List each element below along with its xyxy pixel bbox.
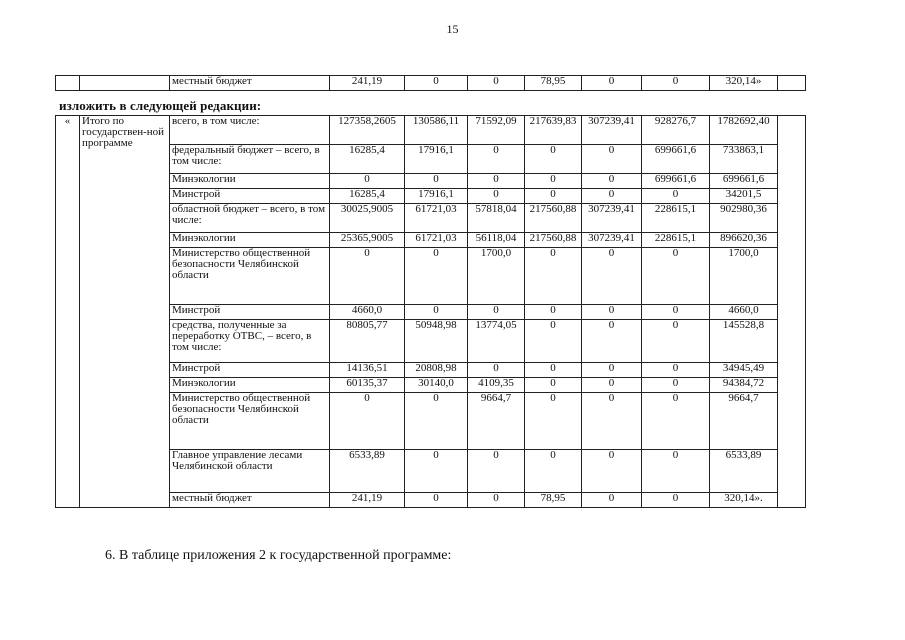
value-cell: 16285,4	[330, 145, 405, 174]
row-label: Министерство общественной безопасности Челябинской области	[170, 248, 330, 305]
value-cell: 6533,89	[710, 450, 778, 493]
value-cell: 699661,6	[710, 174, 778, 189]
value-cell: 0	[468, 145, 525, 174]
value-cell: 25365,9005	[330, 233, 405, 248]
value-cell: 4109,35	[468, 378, 525, 393]
value-cell: 30140,0	[405, 378, 468, 393]
value-cell: 17916,1	[405, 189, 468, 204]
value-cell: 0	[642, 305, 710, 320]
value-cell: 0	[405, 393, 468, 450]
value-cell: 217560,88	[525, 233, 582, 248]
value-cell: 0	[468, 174, 525, 189]
value-cell: 0	[582, 145, 642, 174]
value-cell: 0	[525, 320, 582, 363]
value-cell: 0	[582, 320, 642, 363]
value-cell: 9664,7	[710, 393, 778, 450]
row-label: областной бюджет – всего, в том числе:	[170, 204, 330, 233]
value-cell: 0	[330, 393, 405, 450]
value-cell: 20808,98	[405, 363, 468, 378]
value-cell: 217639,83	[525, 116, 582, 145]
value-cell: 0	[330, 174, 405, 189]
value-cell: 0	[525, 174, 582, 189]
value-cell: 57818,04	[468, 204, 525, 233]
value-cell: 71592,09	[468, 116, 525, 145]
program-funding-table	[55, 115, 806, 508]
value-cell: 17916,1	[405, 145, 468, 174]
value-cell: 0	[642, 189, 710, 204]
value-cell: 0	[642, 248, 710, 305]
value-cell: 0	[525, 305, 582, 320]
value-cell: 0	[405, 305, 468, 320]
value-cell: 130586,11	[405, 116, 468, 145]
value-cell: 0	[642, 320, 710, 363]
quote-mark: «	[56, 116, 80, 508]
value-cell: 56118,04	[468, 233, 525, 248]
instruction-phrase: изложить в следующей редакции:	[59, 98, 262, 113]
row-label: средства, полученные за переработку ОТВС, – всего, в том числе:	[170, 320, 330, 363]
value-cell: 34945,49	[710, 363, 778, 378]
closing-paragraph: 6. В таблице приложения 2 к государственной программе:	[105, 548, 452, 563]
value-cell: 0	[468, 493, 525, 508]
value-cell: 0	[525, 450, 582, 493]
value-cell: 14136,51	[330, 363, 405, 378]
value-cell: 902980,36	[710, 204, 778, 233]
value-cell: 0	[405, 450, 468, 493]
value-cell: 1700,0	[710, 248, 778, 305]
value-cell: 0	[525, 363, 582, 378]
value-cell: 0	[582, 76, 642, 91]
value-cell: 241,19	[330, 493, 405, 508]
value-cell: 61721,03	[405, 233, 468, 248]
value-cell: 80805,77	[330, 320, 405, 363]
value-cell: 241,19	[330, 76, 405, 91]
value-cell: 0	[642, 363, 710, 378]
value-cell: 6533,89	[330, 450, 405, 493]
value-cell: 34201,5	[710, 189, 778, 204]
value-cell: 0	[642, 76, 710, 91]
value-cell: 0	[468, 76, 525, 91]
value-cell: 4660,0	[710, 305, 778, 320]
value-cell: 0	[582, 174, 642, 189]
page-number: 15	[446, 22, 459, 36]
value-cell: 16285,4	[330, 189, 405, 204]
value-cell: 0	[642, 393, 710, 450]
value-cell: 217560,88	[525, 204, 582, 233]
value-cell: 0	[330, 248, 405, 305]
value-cell: 0	[582, 363, 642, 378]
row-label: местный бюджет	[170, 493, 330, 508]
value-cell: 0	[405, 248, 468, 305]
row-label: федеральный бюджет – всего, в том числе:	[170, 145, 330, 174]
value-cell: 0	[405, 76, 468, 91]
value-cell: 78,95	[525, 76, 582, 91]
row-label: Министерство общественной безопасности Челябинской области	[170, 393, 330, 450]
value-cell: 4660,0	[330, 305, 405, 320]
row-label: Главное управление лесами Челябинской области	[170, 450, 330, 493]
row-label: Минстрой	[170, 363, 330, 378]
value-cell: 1782692,40	[710, 116, 778, 145]
value-cell: 0	[582, 378, 642, 393]
value-cell: 0	[582, 189, 642, 204]
value-cell: 127358,2605	[330, 116, 405, 145]
value-cell: 50948,98	[405, 320, 468, 363]
value-cell: 0	[405, 493, 468, 508]
value-cell: 307239,41	[582, 233, 642, 248]
value-cell: 145528,8	[710, 320, 778, 363]
top-table-row	[56, 76, 806, 91]
value-cell: 699661,6	[642, 145, 710, 174]
row-label: Минстрой	[170, 189, 330, 204]
value-cell: 0	[468, 450, 525, 493]
value-cell: 228615,1	[642, 233, 710, 248]
value-cell: 0	[525, 378, 582, 393]
value-cell: 0	[525, 393, 582, 450]
value-cell: 307239,41	[582, 116, 642, 145]
top-table-fragment	[55, 75, 806, 91]
value-cell: 307239,41	[582, 204, 642, 233]
value-cell: 0	[468, 363, 525, 378]
value-cell: 0	[642, 378, 710, 393]
value-cell: 0	[582, 248, 642, 305]
value-cell: 699661,6	[642, 174, 710, 189]
row-label: Минэкологии	[170, 233, 330, 248]
value-cell: 13774,05	[468, 320, 525, 363]
row-label: Минстрой	[170, 305, 330, 320]
value-cell: 0	[642, 450, 710, 493]
row-label: Минэкологии	[170, 174, 330, 189]
value-cell: 30025,9005	[330, 204, 405, 233]
value-cell: 0	[582, 493, 642, 508]
value-cell: 0	[525, 145, 582, 174]
value-cell: 9664,7	[468, 393, 525, 450]
value-cell: 320,14»	[710, 76, 778, 91]
table-row	[56, 116, 806, 145]
program-label: Итого по государствен-ной программе	[80, 116, 170, 508]
value-cell: 0	[525, 248, 582, 305]
value-cell: 0	[468, 305, 525, 320]
value-cell: 0	[582, 450, 642, 493]
value-cell: 61721,03	[405, 204, 468, 233]
value-cell: 0	[468, 189, 525, 204]
value-cell: 896620,36	[710, 233, 778, 248]
row-label: Минэкологии	[170, 378, 330, 393]
value-cell: 0	[525, 189, 582, 204]
value-cell: 0	[405, 174, 468, 189]
row-label: местный бюджет	[170, 76, 330, 91]
value-cell: 1700,0	[468, 248, 525, 305]
value-cell: 78,95	[525, 493, 582, 508]
value-cell: 0	[642, 493, 710, 508]
value-cell: 228615,1	[642, 204, 710, 233]
value-cell: 0	[582, 305, 642, 320]
value-cell: 733863,1	[710, 145, 778, 174]
value-cell: 60135,37	[330, 378, 405, 393]
value-cell: 0	[582, 393, 642, 450]
value-cell: 320,14».	[710, 493, 778, 508]
row-label: всего, в том числе:	[170, 116, 330, 145]
value-cell: 94384,72	[710, 378, 778, 393]
value-cell: 928276,7	[642, 116, 710, 145]
